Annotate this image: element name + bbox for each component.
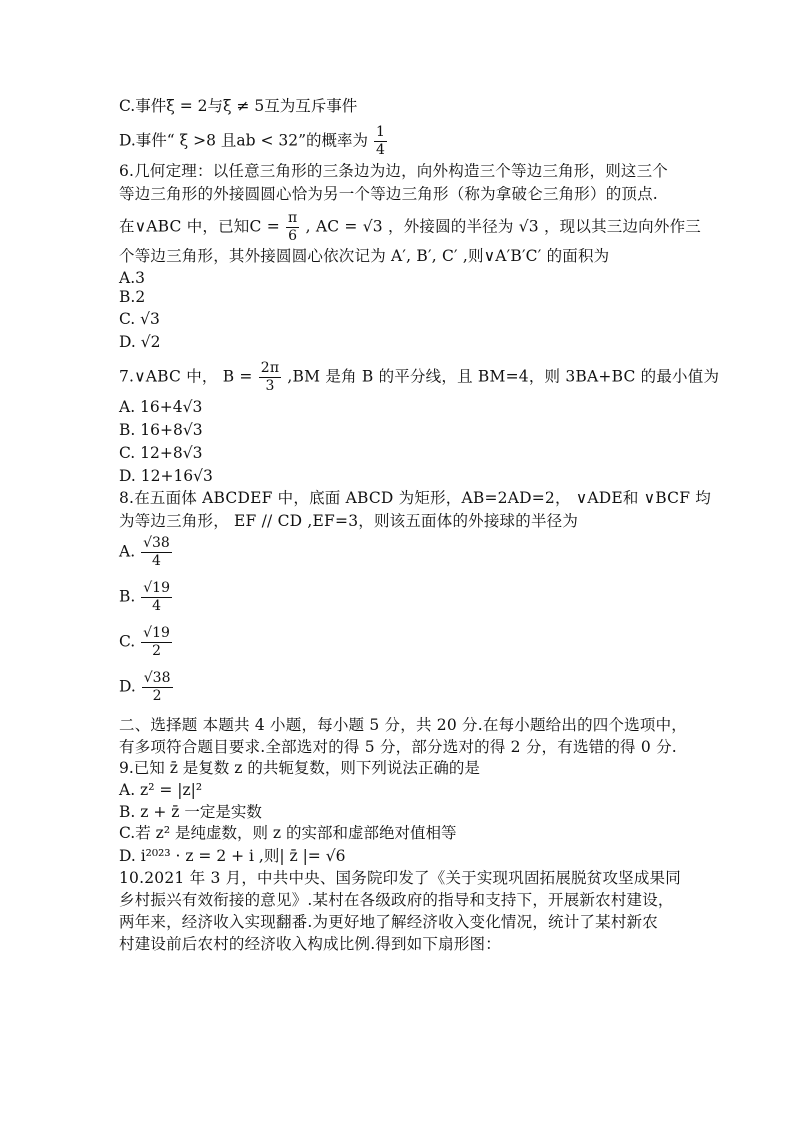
q6-option-a: A.3 <box>119 269 145 287</box>
fraction-numerator: √19 <box>143 625 170 641</box>
q6-line-1: 6.几何定理：以任意三角形的三条边为边，向外构造三个等边三角形，则这三个 <box>119 162 668 180</box>
fraction-denominator: 2 <box>152 643 161 659</box>
q9-stem: 9.已知 z̄ 是复数 z 的共轭复数，则下列说法正确的是 <box>119 759 480 777</box>
q5-option-d <box>119 124 388 159</box>
q8-option-b <box>119 580 173 615</box>
fraction-denominator: 6 <box>288 228 298 244</box>
q6-angle-fraction <box>286 210 299 245</box>
q6-line-3-b: , AC = √3 ，外接圆的半径为 √3 ，现以其三边向外作三 <box>305 217 701 236</box>
section-2-line-2: 有多项符合题目要求.全部选对的得 5 分，部分选对的得 2 分，有选错的得 0 分. <box>119 738 677 756</box>
q6-line-4: 个等边三角形，其外接圆圆心依次记为 A′, B′, C′ ,则∨A′B′C′ 的面积为 <box>119 247 610 265</box>
q8-option-d-fraction <box>142 670 173 705</box>
q9-option-c: C.若 z² 是纯虚数，则 z 的实部和虚部绝对值相等 <box>119 824 457 842</box>
q5-option-d-fraction <box>374 124 387 159</box>
fraction-numerator: π <box>288 210 298 226</box>
fraction-numerator: √19 <box>143 580 171 596</box>
q7-stem <box>119 360 719 395</box>
q7-stem-b: ,BM 是角 B 的平分线，且 BM=4，则 3BA+BC 的最小值为 <box>287 367 720 386</box>
q8-option-c <box>119 625 173 660</box>
q8-option-b-fraction <box>141 580 172 615</box>
q5-option-c: C.事件ξ = 2与ξ ≠ 5互为互斥事件 <box>119 97 358 115</box>
q7-option-b: B. 16+8√3 <box>119 421 203 439</box>
q7-angle-fraction <box>259 360 282 395</box>
fraction-numerator: √38 <box>143 535 170 551</box>
option-label: D. <box>119 677 136 696</box>
q8-option-a-fraction <box>141 535 172 570</box>
q6-line-3 <box>119 210 701 245</box>
q9-option-d: D. i²⁰²³ · z = 2 + i ,则| z̄ |= √6 <box>119 847 346 865</box>
q10-line-1: 10.2021 年 3 月，中共中央、国务院印发了《关于实现巩固拓展脱贫攻坚成果同 <box>119 869 681 887</box>
fraction-denominator: 4 <box>152 598 162 614</box>
q5-option-d-text: D.事件“ ξ >8 且ab < 32”的概率为 <box>119 131 369 150</box>
q8-line-1: 8.在五面体 ABCDEF 中，底面 ABCD 为矩形，AB=2AD=2， ∨ADE和 ∨BCF 均 <box>119 489 711 507</box>
q8-line-2: 为等边三角形， EF // CD ,EF=3，则该五面体的外接球的半径为 <box>119 512 579 530</box>
fraction-numerator: 1 <box>375 124 385 140</box>
q8-option-d <box>119 670 174 705</box>
fraction-numerator: √38 <box>143 670 171 686</box>
q8-option-c-fraction <box>141 625 172 660</box>
q10-line-2: 乡村振兴有效衔接的意见》.某村在各级政府的指导和支持下，开展新农村建设， <box>119 891 674 909</box>
fraction-denominator: 2 <box>152 688 162 704</box>
section-2-line-1: 二、选择题 本题共 4 小题，每小题 5 分，共 20 分.在每小题给出的四个选项中， <box>119 716 687 734</box>
q7-option-c: C. 12+8√3 <box>119 444 203 462</box>
q10-line-3: 两年来，经济收入实现翻番.为更好地了解经济收入变化情况，统计了某村新农 <box>119 913 658 931</box>
q6-line-3-a: 在∨ABC 中，已知C = <box>119 217 280 236</box>
q9-option-b: B. z + z̄ 一定是实数 <box>119 803 262 821</box>
q7-option-a: A. 16+4√3 <box>119 398 203 416</box>
option-label: B. <box>119 587 136 606</box>
fraction-numerator: 2π <box>260 360 280 376</box>
q6-option-c: C. √3 <box>119 310 160 328</box>
option-label: A. <box>119 542 136 561</box>
fraction-denominator: 3 <box>265 378 275 394</box>
q9-option-a: A. z² = |z|² <box>119 781 203 799</box>
q6-option-d: D. √2 <box>119 333 161 351</box>
q6-line-2: 等边三角形的外接圆圆心恰为另一个等边三角形（称为拿破仑三角形）的顶点. <box>119 185 658 203</box>
fraction-denominator: 4 <box>375 142 385 158</box>
fraction-denominator: 4 <box>151 553 161 569</box>
q7-stem-a: 7.∨ABC 中， B = <box>119 367 253 386</box>
q8-option-a <box>119 535 173 570</box>
option-label: C. <box>119 632 136 651</box>
q10-line-4: 村建设前后农村的经济收入构成比例.得到如下扇形图： <box>119 935 501 953</box>
q6-option-b: B.2 <box>119 288 146 306</box>
q7-option-d: D. 12+16√3 <box>119 467 213 485</box>
